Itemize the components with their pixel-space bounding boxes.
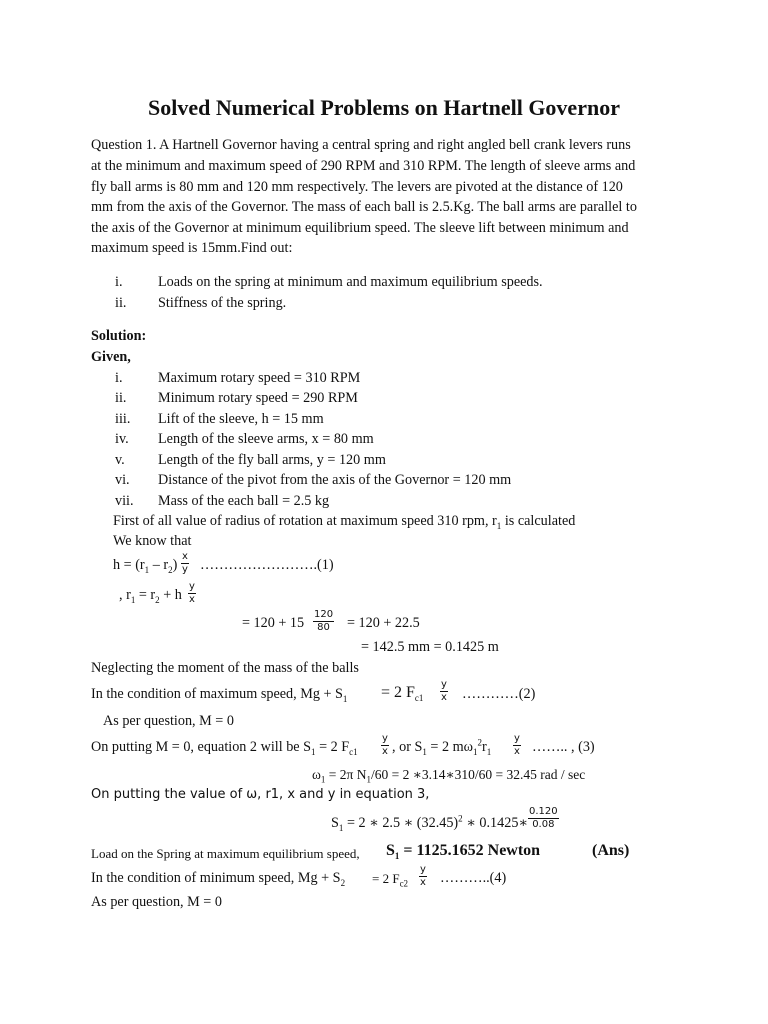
load-label: Load on the Spring at maximum equilibrium speed, [91,846,360,861]
question-line: Question 1. A Hartnell Governor having a central spring and right angled bell crank levers runs [91,137,631,153]
answer-label: (Ans) [592,842,630,859]
calculation-line: = 120 + 22.5 [347,615,420,631]
list-item: Maximum rotary speed = 310 RPM [158,370,361,386]
s1-result: $S_1 = 1125.1652$ Newton [386,842,541,862]
work-line: We know that [113,533,192,549]
omega-calculation: $\omega_1 = 2\pi$ $N_1/60 = 2$ ∗3.14∗310/60 = 32.45 rad / sec [312,767,586,785]
equation-4-rhs: = 2 $F_{c2}$ [372,871,409,889]
question-line: the axis of the Governor at minimum equilibrium speed. The sleeve lift between minimum and [91,220,629,236]
calculation-result: = 142.5 mm = 0.1425 m [361,639,499,655]
fraction-y-over-x: $\frac{y}{x}$ [382,733,388,757]
list-item: Stiffness of the spring. [158,295,287,311]
fraction-y-over-x: $\frac{y}{x}$ [514,733,520,757]
list-number: i. [115,274,123,290]
list-number: ii. [115,390,127,406]
fraction-120-over-80: $\frac{120}{80}$ [314,609,334,633]
page-title: Solved Numerical Problems on Hartnell Governor [148,95,620,120]
fraction-y-over-x: $\frac{y}{x}$ [189,581,195,605]
equation-1: $h = (r_1 - r_2)$ [113,557,178,575]
work-line: As per question, M = 0 [103,713,234,729]
fraction-y-over-x: $\frac{y}{x}$ [420,864,426,888]
equation-r1: , $r_1 = r_2 + h$ [119,587,182,605]
list-number: ii. [115,295,127,311]
equation-4: In the condition of minimum speed, $Mg + S_2$ [91,870,346,888]
given-heading: Given, [91,349,131,365]
list-item: Length of the fly ball arms, y = 120 mm [158,452,386,468]
equation-number: …………………….(1) [200,557,334,573]
list-number: v. [115,452,125,468]
list-item: Loads on the spring at minimum and maximum equilibrium speeds. [158,274,543,290]
work-line: On putting the value of ω, r1, x and y in equation 3, [91,787,430,802]
question-line: fly ball arms is 80 mm and 120 mm respectively. The levers are pivoted at the distance of 120 [91,179,623,195]
list-number: i. [115,370,123,386]
equation-3: On putting M = 0, equation 2 will be $S_1 = 2$ $F_{c1}$ [91,739,358,757]
s1-calculation: $S_1 = 2$ ∗ 2.5 ∗ $(32.45)^2$ ∗ 0.1425∗ [331,813,529,833]
list-item: Lift of the sleeve, h = 15 mm [158,411,324,427]
calculation-line: = 120 + 15 [242,615,305,631]
work-line: As per question, M = 0 [91,894,222,910]
list-number: vi. [115,472,130,488]
list-number: vii. [115,493,134,509]
list-item: Length of the sleeve arms, x = 80 mm [158,431,374,447]
fraction-x-over-y: $\frac{x}{y}$ [182,551,188,575]
equation-number: …………(2) [462,686,536,702]
work-line: Neglecting the moment of the mass of the balls [91,660,359,676]
list-item: Distance of the pivot from the axis of the Governor = 120 mm [158,472,512,488]
equation-2: In the condition of maximum speed, $Mg + S_1$ [91,686,348,704]
solution-heading: Solution: [91,328,147,344]
fraction-y-over-x: $\frac{y}{x}$ [441,679,447,703]
list-item: Mass of the each ball = 2.5 kg [158,493,330,509]
fraction-0120-over-008: $\frac{0.120}{0.08}$ [529,806,558,830]
list-number: iii. [115,411,131,427]
list-item: Minimum rotary speed = 290 RPM [158,390,358,406]
question-line: mm from the axis of the Governor. The mass of each ball is 2.5.Kg. The ball arms are parallel to [91,199,637,215]
equation-2-rhs: = 2 $F_{c1}$ [381,684,424,704]
equation-3-alt: , or $S_1 = 2$ $m\omega_1^2r_1$ [392,737,492,757]
question-line: at the minimum and maximum speed of 290 RPM and 310 RPM. The length of sleeve arms and [91,158,636,174]
question-line: maximum speed is 15mm.Find out: [91,240,293,256]
list-number: iv. [115,431,129,447]
work-line: First of all value of radius of rotation at maximum speed 310 rpm, $r_1$ is calculated [113,513,576,531]
equation-number: ………..(4) [440,870,507,886]
equation-number: …….. , (3) [532,739,595,755]
